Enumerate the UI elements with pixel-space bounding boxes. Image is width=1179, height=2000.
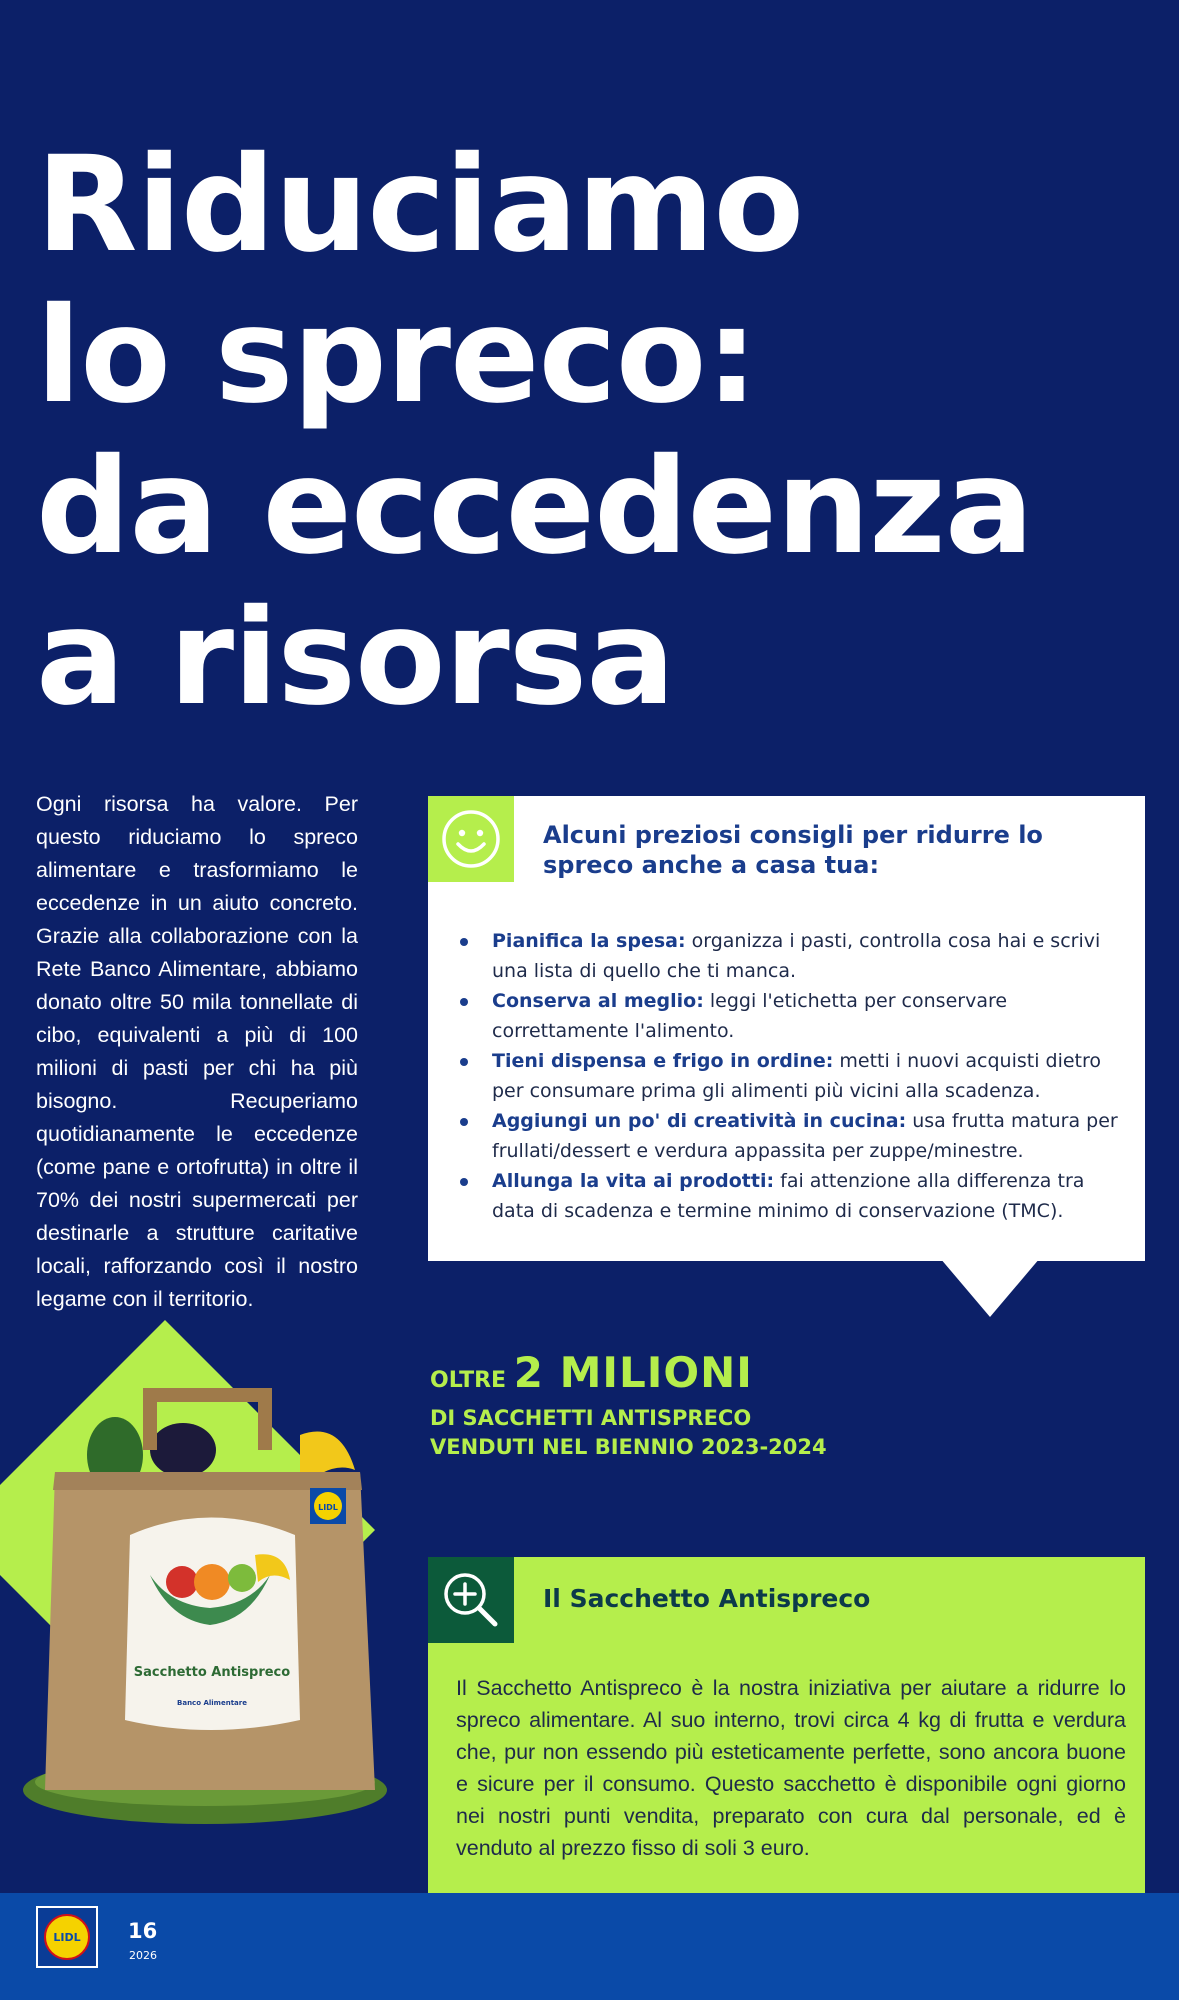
page-footer [0, 1893, 1179, 2000]
tip-title: Tieni dispensa e frigo in ordine: [492, 1050, 834, 1072]
title-line-4: a risorsa [36, 581, 675, 735]
page-year: 2026 [129, 1949, 157, 1962]
stat-line-3: VENDUTI NEL BIENNIO 2023-2024 [430, 1435, 827, 1459]
title-line-2: lo spreco: [36, 279, 758, 433]
tip-item [456, 1166, 1126, 1226]
bag-partner-text: Banco Alimentare [177, 1699, 247, 1707]
smiley-icon [428, 796, 514, 882]
tip-item [456, 1046, 1126, 1106]
intro-paragraph: Ogni risorsa ha valore. Per questo riduciamo lo spreco alimentare e trasformiamo le eccedenze in un aiuto concreto. Grazie alla collaborazione con la Rete Banco Alimentare, abbiamo donato oltre 50 mila tonnellate di cibo, equivalenti a più di 100 milioni di pasti per chi ha più bisogno. Recuperiamo quotidianamente le eccedenze (come pane e ortofrutta) in oltre il 70% dei nostri supermercati per destinarle a strutture caritative locali, rafforzando così il nostro legame con il territorio. [36, 792, 358, 1311]
stat-number: 2 MILIONI [513, 1348, 753, 1397]
magnifier-icon [428, 1557, 514, 1643]
stat-prefix: OLTRE [430, 1368, 507, 1393]
tip-text: fai attenzione alla differenza tra data di scadenza e termine minimo di conservazione (TMC). [492, 1170, 1085, 1222]
page-number: 16 [128, 1919, 158, 1943]
lidl-logo-text: LIDL [53, 1931, 81, 1944]
antispreco-bag-image [0, 1320, 420, 1840]
bag-label-text: Sacchetto Antispreco [133, 1665, 291, 1680]
tips-card [428, 796, 1145, 1261]
tip-title: Allunga la vita ai prodotti: [492, 1170, 775, 1192]
page-title [36, 130, 1136, 734]
stat-callout [430, 1350, 830, 1462]
tip-title: Aggiungi un po' di creatività in cucina: [492, 1110, 907, 1132]
tip-item [456, 1106, 1126, 1166]
bag-brand-text: LIDL [318, 1503, 338, 1512]
title-line-1: Riduciamo [36, 128, 804, 282]
tip-title: Conserva al meglio: [492, 990, 704, 1012]
tip-text: organizza i pasti, controlla cosa hai e scrivi una lista di quello che ti manca. [492, 930, 1101, 982]
tips-list [456, 926, 1126, 1226]
tip-title: Pianifica la spesa: [492, 930, 686, 952]
title-line-3: da eccedenza [36, 430, 1033, 584]
stat-line-2: DI SACCHETTI ANTISPRECO [430, 1406, 752, 1430]
tip-text: metti i nuovi acquisti dietro per consumare prima gli alimenti più vicini alla scadenza. [492, 1050, 1102, 1102]
tip-text: leggi l'etichetta per conservare correttamente l'alimento. [492, 990, 1008, 1042]
tip-text: usa frutta matura per frullati/dessert e verdura appassita per zuppe/minestre. [492, 1110, 1118, 1162]
speech-pointer [940, 1258, 1040, 1317]
tip-item [456, 926, 1126, 986]
lidl-logo [36, 1906, 98, 1968]
tip-item [456, 986, 1126, 1046]
tips-heading: Alcuni preziosi consigli per ridurre lo spreco anche a casa tua: [543, 821, 1043, 879]
sacchetto-title: Il Sacchetto Antispreco [543, 1584, 871, 1613]
sacchetto-paragraph: Il Sacchetto Antispreco è la nostra iniziativa per aiutare a ridurre lo spreco alimentare. Al suo interno, trovi circa 4 kg di frutta e verdura che, pur non essendo più esteticamente perfette, sono ancora buone e sicure per il consumo. Questo sacchetto è disponibile ogni giorno nei nostri punti vendita, preparato con cura dal personale, ed è venduto al prezzo fisso di soli 3 euro. [456, 1676, 1126, 1860]
sacchetto-card [428, 1557, 1145, 1893]
